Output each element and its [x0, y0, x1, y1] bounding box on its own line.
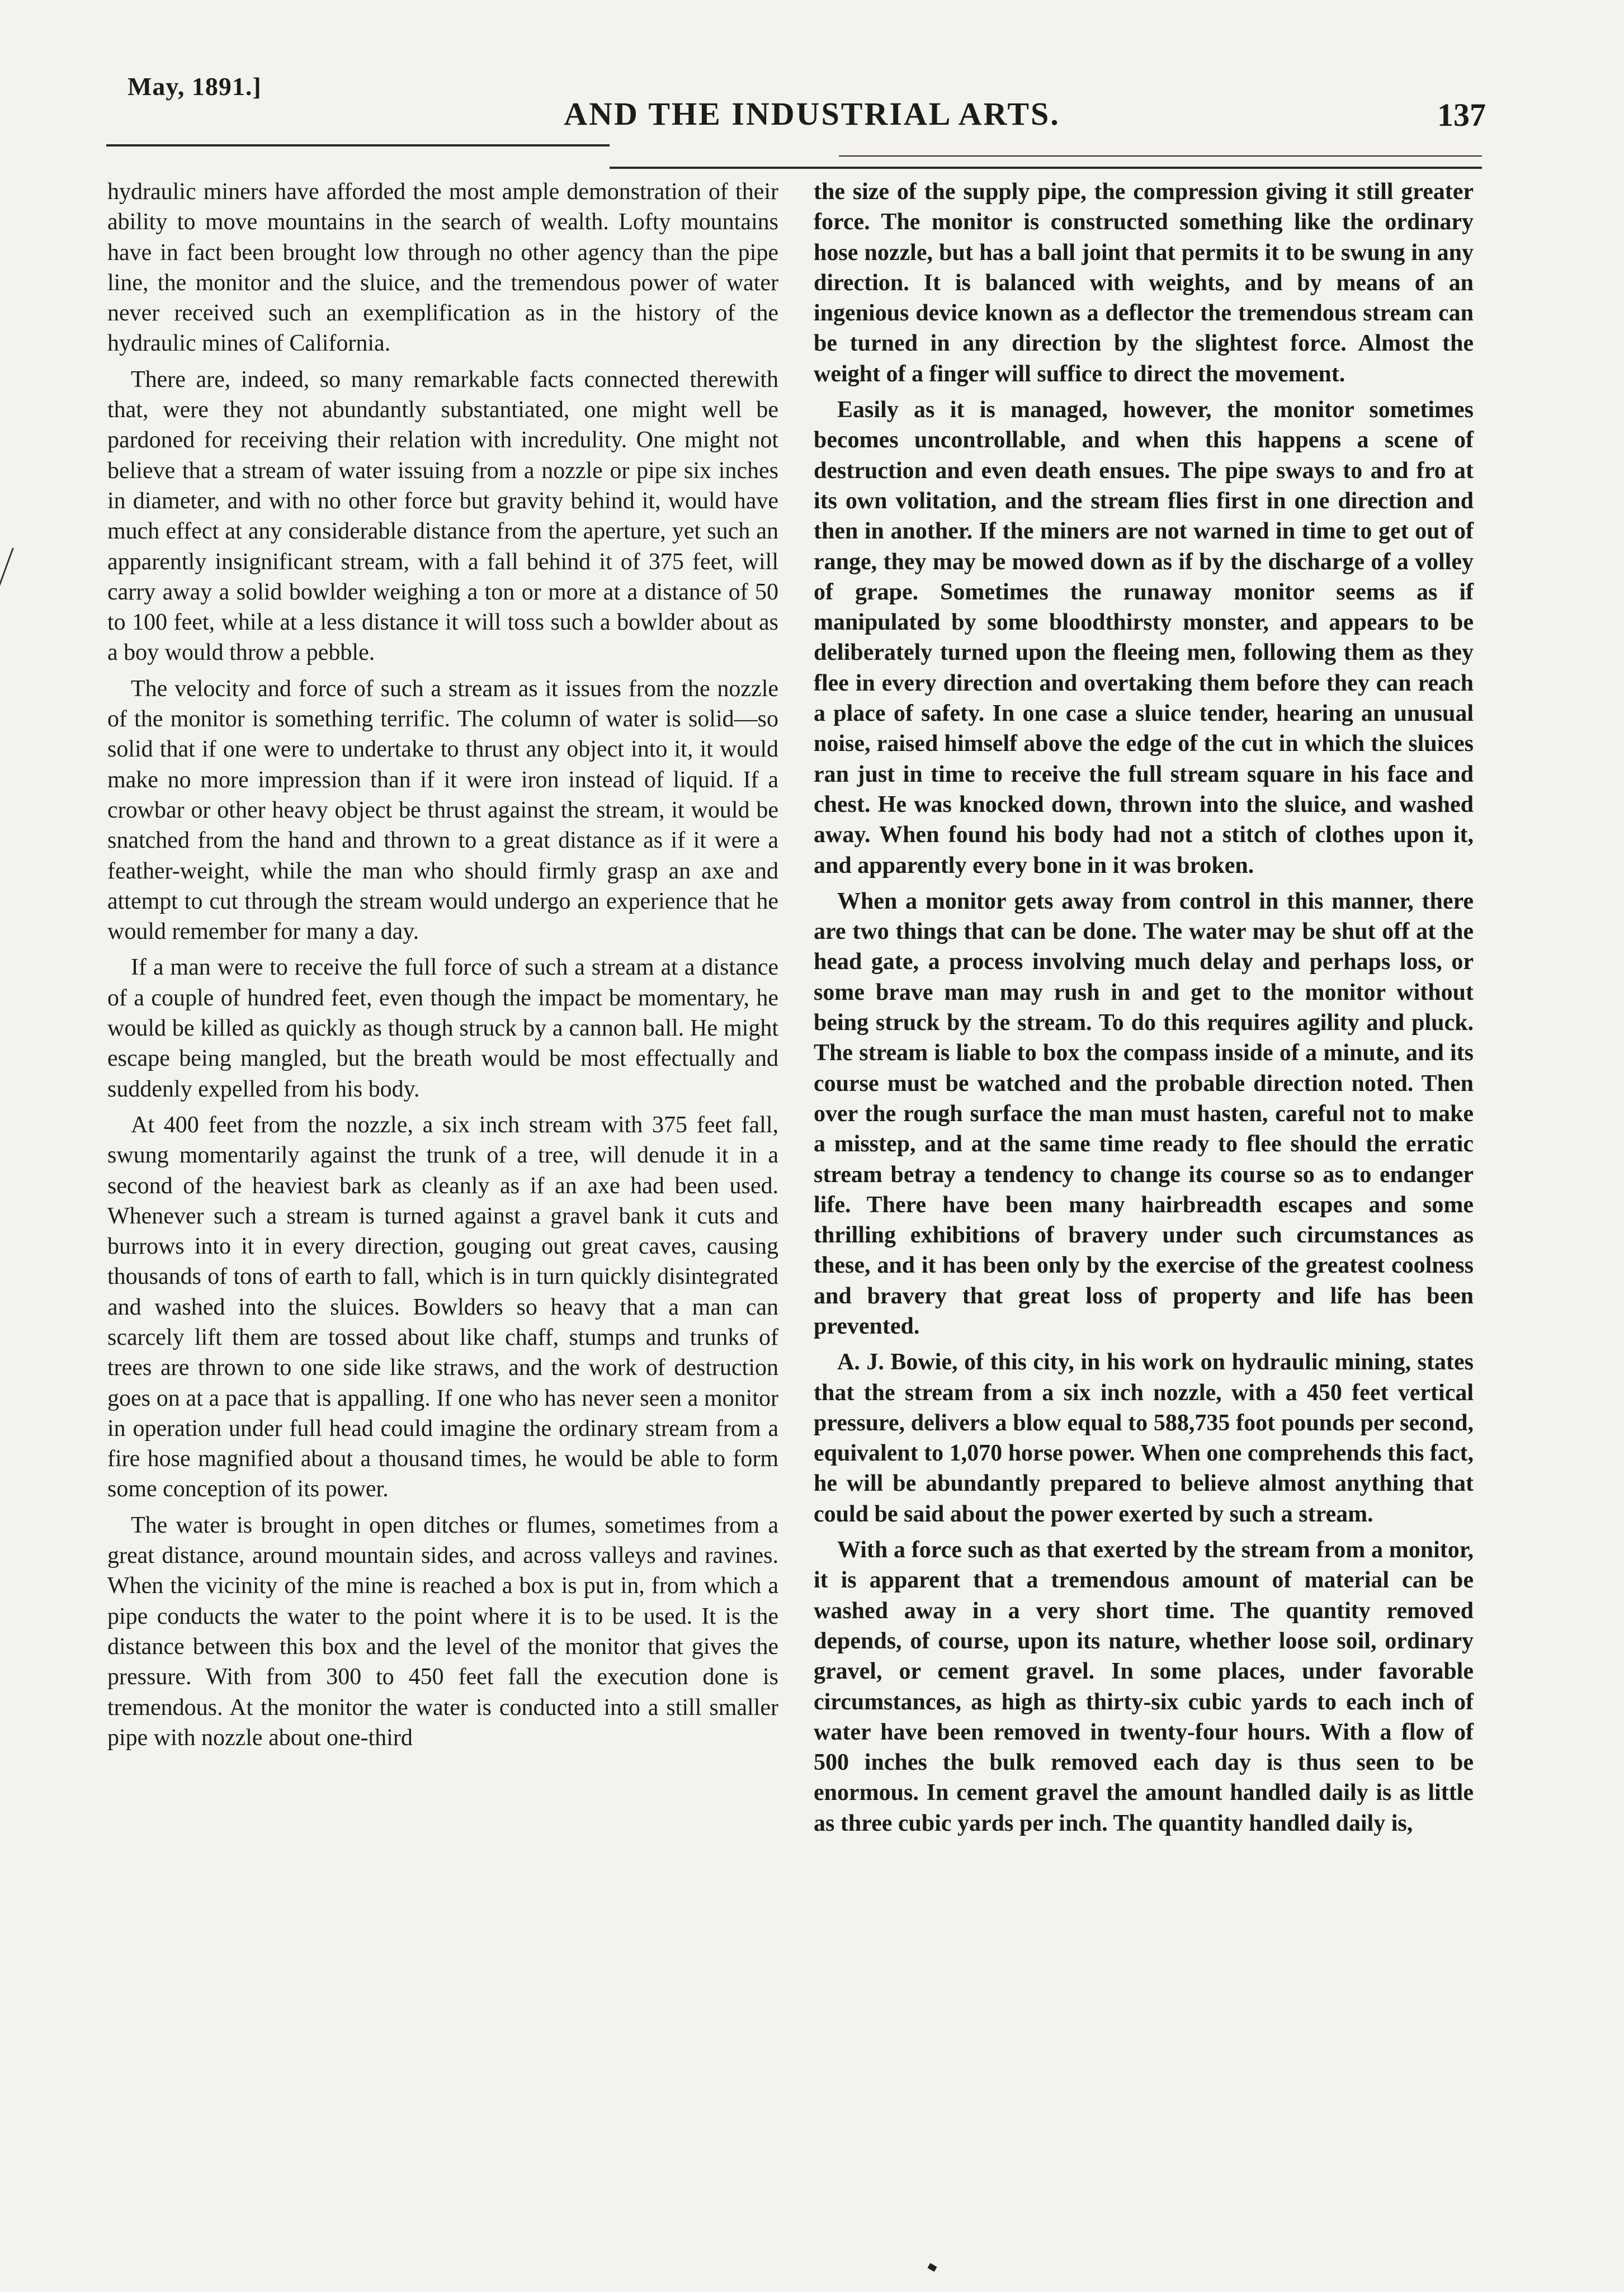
left-column — [107, 177, 778, 1759]
left-paragraph-5: At 400 feet from the nozzle, a six inch stream with 375 feet fall, swung momentarily against the trunk of a tree, will denude it in a second of the heaviest bark as cleanly as if an axe had been used. Whenever such a stream is turned against a gravel bank it cuts and burrows into it in every direction, gouging out great caves, causing thousands of tons of earth to fall, which is in turn quickly disintegrated and washed into the sluices. Bowlders so heavy that a man can scarcely lift them are tossed about like chaff, stumps and trunks of trees are thrown to one side like straws, and the work of destruction goes on at a pace that is appalling. If one who has never seen a monitor in operation under full head could imagine the ordinary stream from a fire hose magnified about a thousand times, he would be able to form some conception of its power. — [107, 1112, 778, 1502]
left-paragraph-6: The water is brought in open ditches or flumes, sometimes from a great distance, around mountain sides, and across valleys and ravines. When the vicinity of the mine is reached a box is put in, from which a pipe conducts the water to the point where it is to be used. It is the distance between this box and the level of the monitor that gives the pressure. With from 300 to 450 feet fall the execution done is tremendous. At the monitor the water is conducted into a still smaller pipe with nozzle about one-third — [107, 1512, 778, 1751]
right-column — [814, 177, 1474, 1844]
right-paragraph-1: the size of the supply pipe, the compression giving it still greater force. The monitor is constructed something like the ordinary hose nozzle, but has a ball joint that permits it to be swung in any direction. It is balanced with weights, and by means of an ingenious device known as a deflector the tremendous stream can be turned in any direction by the slightest force. Almost the weight of a finger will suffice to direct the movement. — [814, 179, 1474, 387]
right-paragraph-5: With a force such as that exerted by the stream from a monitor, it is apparent that a tremendous amount of material can be washed away in a very short time. The quantity removed depends, of course, upon its nature, whether loose soil, ordinary gravel, or cement gravel. In some places, under favorable circumstances, as high as thirty-six cubic yards to each inch of water have been removed in twenty-four hours. With a flow of 500 inches the bulk removed each day is thus seen to be enormous. In cement gravel the amount handled daily is as little as three cubic yards per inch. The quantity handled daily is, — [814, 1537, 1474, 1836]
scan-bottom-mark — [927, 2263, 937, 2272]
left-paragraph-2: There are, indeed, so many remarkable facts connected therewith that, were they not abundantly substantiated, one might well be pardoned for receiving their relation with incredulity. One might not believe that a stream of water issuing from a nozzle or pipe six inches in diameter, and with no other force but gravity behind it, would have much effect at any considerable distance from the aperture, yet such an apparently insignificant stream, with a fall behind it of 375 feet, will carry away a solid bowlder weighing a ton or more at a distance of 50 to 100 feet, while at a less distance it will toss such a bowlder about as a boy would throw a pebble. — [107, 366, 778, 666]
header-rule-right-thin — [839, 155, 1482, 157]
right-paragraph-4: A. J. Bowie, of this city, in his work on hydraulic mining, states that the stream from a six inch nozzle, with a 450 feet vertical pressure, delivers a blow equal to 588,735 foot pounds per second, equivalent to 1,070 horse power. When one comprehends this fact, he will be abundantly prepared to believe almost anything that could be said about the power exerted by such a stream. — [814, 1349, 1474, 1527]
header-date: May, 1891.] — [128, 72, 262, 101]
left-paragraph-4: If a man were to receive the full force of such a stream at a distance of a couple of hundred feet, even though the impact be momentary, he would be killed as quickly as though struck by a cannon ball. He might escape being mangled, but the breath would be most effectually and suddenly expelled from his body. — [107, 954, 778, 1102]
page-number: 137 — [1437, 97, 1486, 133]
left-paragraph-1: hydraulic miners have afforded the most ample demonstration of their ability to move mountains in the search of wealth. Lofty mountains have in fact been brought low through no other agency than the pipe line, the monitor and the sluice, and the tremendous power of water never received such an exemplification as in the history of the hydraulic mines of California. — [107, 179, 778, 357]
scan-margin-mark — [0, 548, 31, 615]
left-paragraph-3: The velocity and force of such a stream as it issues from the nozzle of the monitor is something terrific. The column of water is solid—so solid that if one were to undertake to thrust any object into it, it would make no more impression than if it were iron instead of liquid. If a crowbar or other heavy object be thrust against the stream, it would be snatched from the hand and thrown to a great distance as if it were a feather-weight, while the man who should firmly grasp an axe and attempt to cut through the stream would undergo an experience that he would remember for many a day. — [107, 675, 778, 945]
header-rule-left — [106, 144, 610, 147]
right-paragraph-3: When a monitor gets away from control in this manner, there are two things that can be done. The water may be shut off at the head gate, a process involving much delay and perhaps loss, or some brave man may rush in and get to the monitor without being struck by the stream. To do this requires agility and pluck. The stream is liable to box the compass inside of a minute, and its course must be watched and the probable direction noted. Then over the rough surface the man must hasten, careful not to make a misstep, and at the same time ready to flee should the erratic stream betray a tendency to change its course so as to endanger life. There have been many hairbreadth escapes and some thrilling exhibitions of bravery under such circumstances as these, and it has been only by the exercise of the greatest coolness and bravery that great loss of property and life has been prevented. — [814, 888, 1474, 1339]
running-title: AND THE INDUSTRIAL ARTS. — [564, 96, 1060, 132]
header-rule-right — [610, 167, 1482, 169]
right-paragraph-2: Easily as it is managed, however, the monitor sometimes becomes uncontrollable, and when this happens a scene of destruction and even death ensues. The pipe sways to and fro at its own volitation, and the stream flies first in one direction and then in another. If the miners are not warned in time to get out of range, they may be mowed down as if by the discharge of a volley of grape. Sometimes the runaway monitor seems as if manipulated by some bloodthirsty monster, and appears to be deliberately turned upon the fleeing men, following them as they flee in every direction and overtaking them before they can reach a place of safety. In one case a sluice tender, hearing an unusual noise, raised himself above the edge of the cut in which the sluices ran just in time to receive the full stream square in his face and chest. He was knocked down, thrown into the sluice, and washed away. When found his body had not a stitch of clothes upon it, and apparently every bone in it was broken. — [814, 397, 1474, 878]
